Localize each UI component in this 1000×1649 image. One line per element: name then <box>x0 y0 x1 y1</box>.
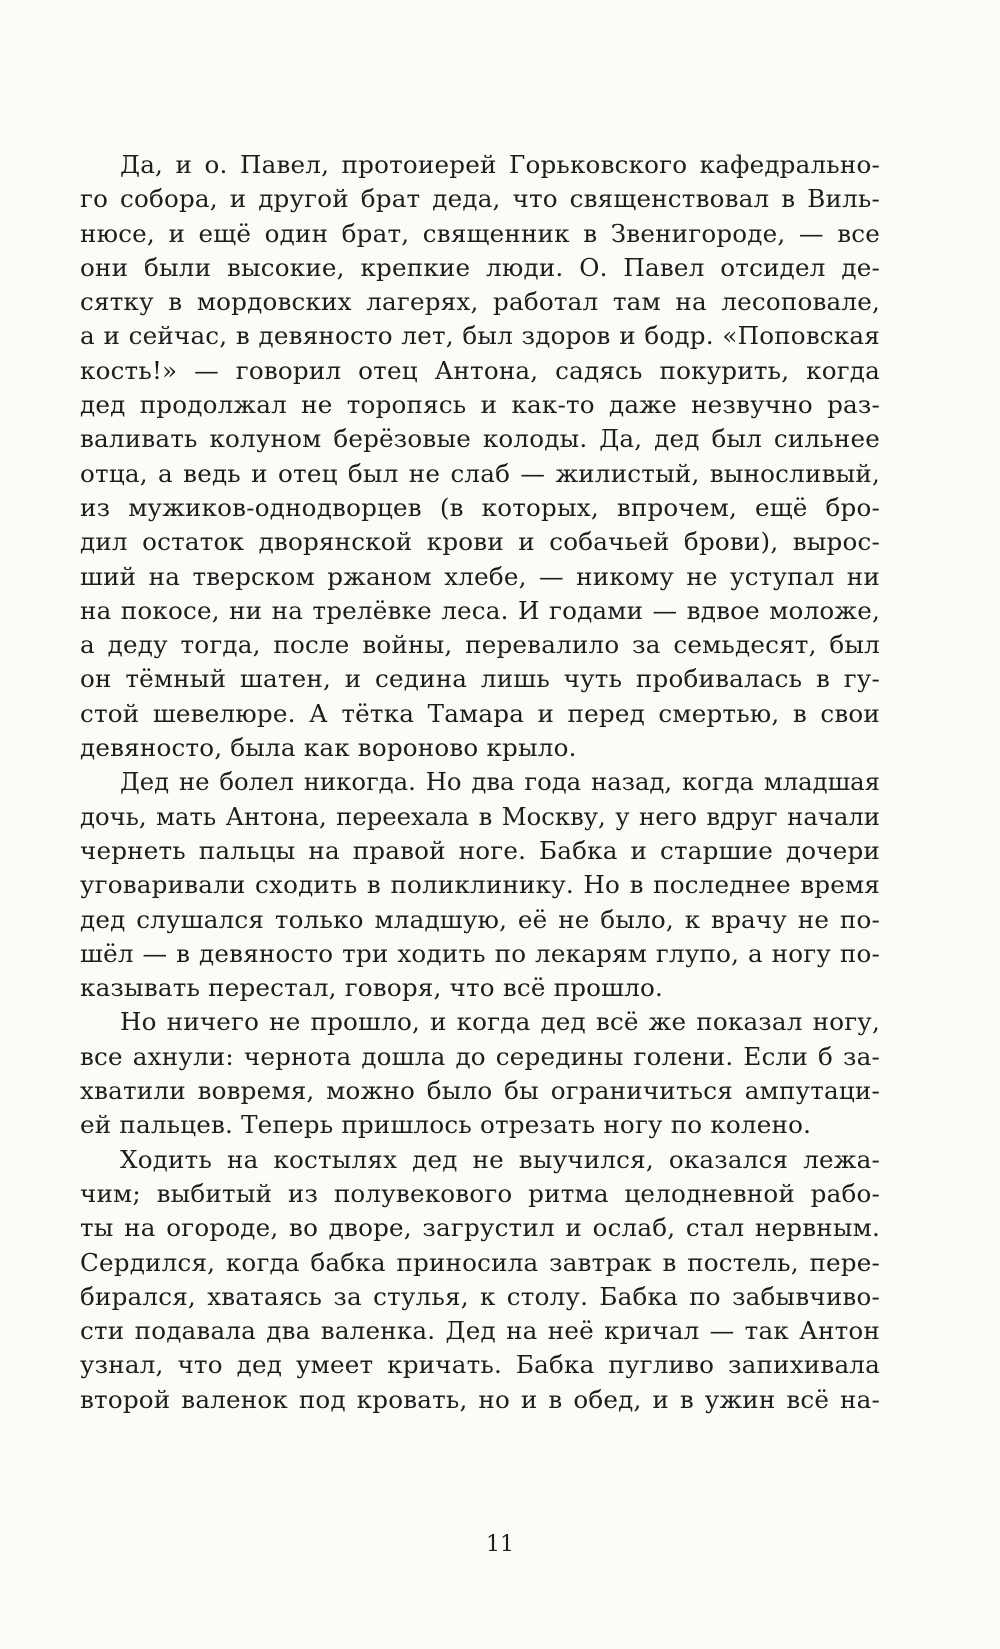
text-line: кость!» — говорил отец Антона, садясь покурить, когда <box>80 355 880 385</box>
text-line: Сердился, когда бабка приносила завтрак в постель, пере- <box>80 1247 880 1277</box>
text-line: Ходить на костылях дед не выучился, оказался лежа- <box>120 1144 880 1174</box>
text-line: на покосе, ни на трелёвке леса. И годами — вдвое моложе, <box>80 595 880 625</box>
text-line: бирался, хватаясь за стулья, к столу. Бабка по забывчиво- <box>80 1281 880 1311</box>
text-line: сти подавала два валенка. Дед на неё кричал — так Антон <box>80 1316 880 1346</box>
text-line: ей пальцев. Теперь пришлось отрезать ногу по колено. <box>80 1110 812 1140</box>
text-line: а деду тогда, после войны, перевалило за семьдесят, был <box>80 630 880 660</box>
text-line: валивать колуном берёзовые колоды. Да, дед был сильнее <box>80 424 880 454</box>
text-line: ший на тверском ржаном хлебе, — никому не уступал ни <box>80 561 880 591</box>
text-line: из мужиков-однодворцев (в которых, впрочем, ещё бро- <box>80 492 880 522</box>
text-line: дед продолжал не торопясь и как-то даже незвучно раз- <box>80 390 880 420</box>
text-line: сятку в мордовских лагерях, работал там на лесоповале, <box>80 287 880 317</box>
text-line: нюсе, и ещё один брат, священник в Звенигороде, — все <box>80 218 880 248</box>
text-line: чим; выбитый из полувекового ритма целодневной рабо- <box>80 1178 880 1208</box>
text-line: он тёмный шатен, и седина лишь чуть пробивалась в гу- <box>80 664 880 694</box>
text-line: чернеть пальцы на правой ноге. Бабка и старшие дочери <box>80 835 880 865</box>
text-line: дочь, мать Антона, переехала в Москву, у него вдруг начали <box>80 801 880 831</box>
text-line: Да, и о. Павел, протоиерей Горьковского кафедрально- <box>120 150 880 179</box>
text-line: узнал, что дед умеет кричать. Бабка пугливо запихивала <box>80 1350 880 1380</box>
text-line: девяносто, была как вороново крыло. <box>80 733 577 763</box>
text-line: отца, а ведь и отец был не слаб — жилистый, выносливый, <box>80 458 880 488</box>
text-line: все ахнули: чернота дошла до середины голени. Если б за- <box>80 1041 880 1071</box>
text-line: второй валенок под кровать, но и в обед, и в ужин всё на- <box>80 1384 880 1414</box>
text-line: казывать перестал, говоря, что всё прошло. <box>80 973 664 1003</box>
text-line: уговаривали сходить в поликлинику. Но в последнее время <box>80 870 880 900</box>
page-number: 11 <box>486 1532 514 1557</box>
text-line: Дед не болел никогда. Но два года назад, когда младшая <box>120 767 880 797</box>
text-line: дед слушался только младшую, её не было, к врачу не по- <box>80 904 880 934</box>
text-line: а и сейчас, в девяносто лет, был здоров и бодр. «Поповская <box>80 321 880 351</box>
text-line: ты на огороде, во дворе, загрустил и ослаб, стал нервным. <box>80 1213 880 1243</box>
text-line: го собора, и другой брат деда, что священствовал в Виль- <box>80 184 880 214</box>
text-line: хватили вовремя, можно было бы ограничиться ампутаци- <box>80 1076 880 1106</box>
text-line: они были высокие, крепкие люди. О. Павел отсидел де- <box>80 252 880 282</box>
body-text <box>80 148 880 1417</box>
text-line: шёл — в девяносто три ходить по лекарям глупо, а ногу по- <box>80 938 880 968</box>
text-line: Но ничего не прошло, и когда дед всё же показал ногу, <box>120 1007 880 1037</box>
text-line: стой шевелюре. А тётка Тамара и перед смертью, в свои <box>80 698 880 728</box>
text-line: дил остаток дворянской крови и собачьей брови), вырос- <box>80 527 880 557</box>
